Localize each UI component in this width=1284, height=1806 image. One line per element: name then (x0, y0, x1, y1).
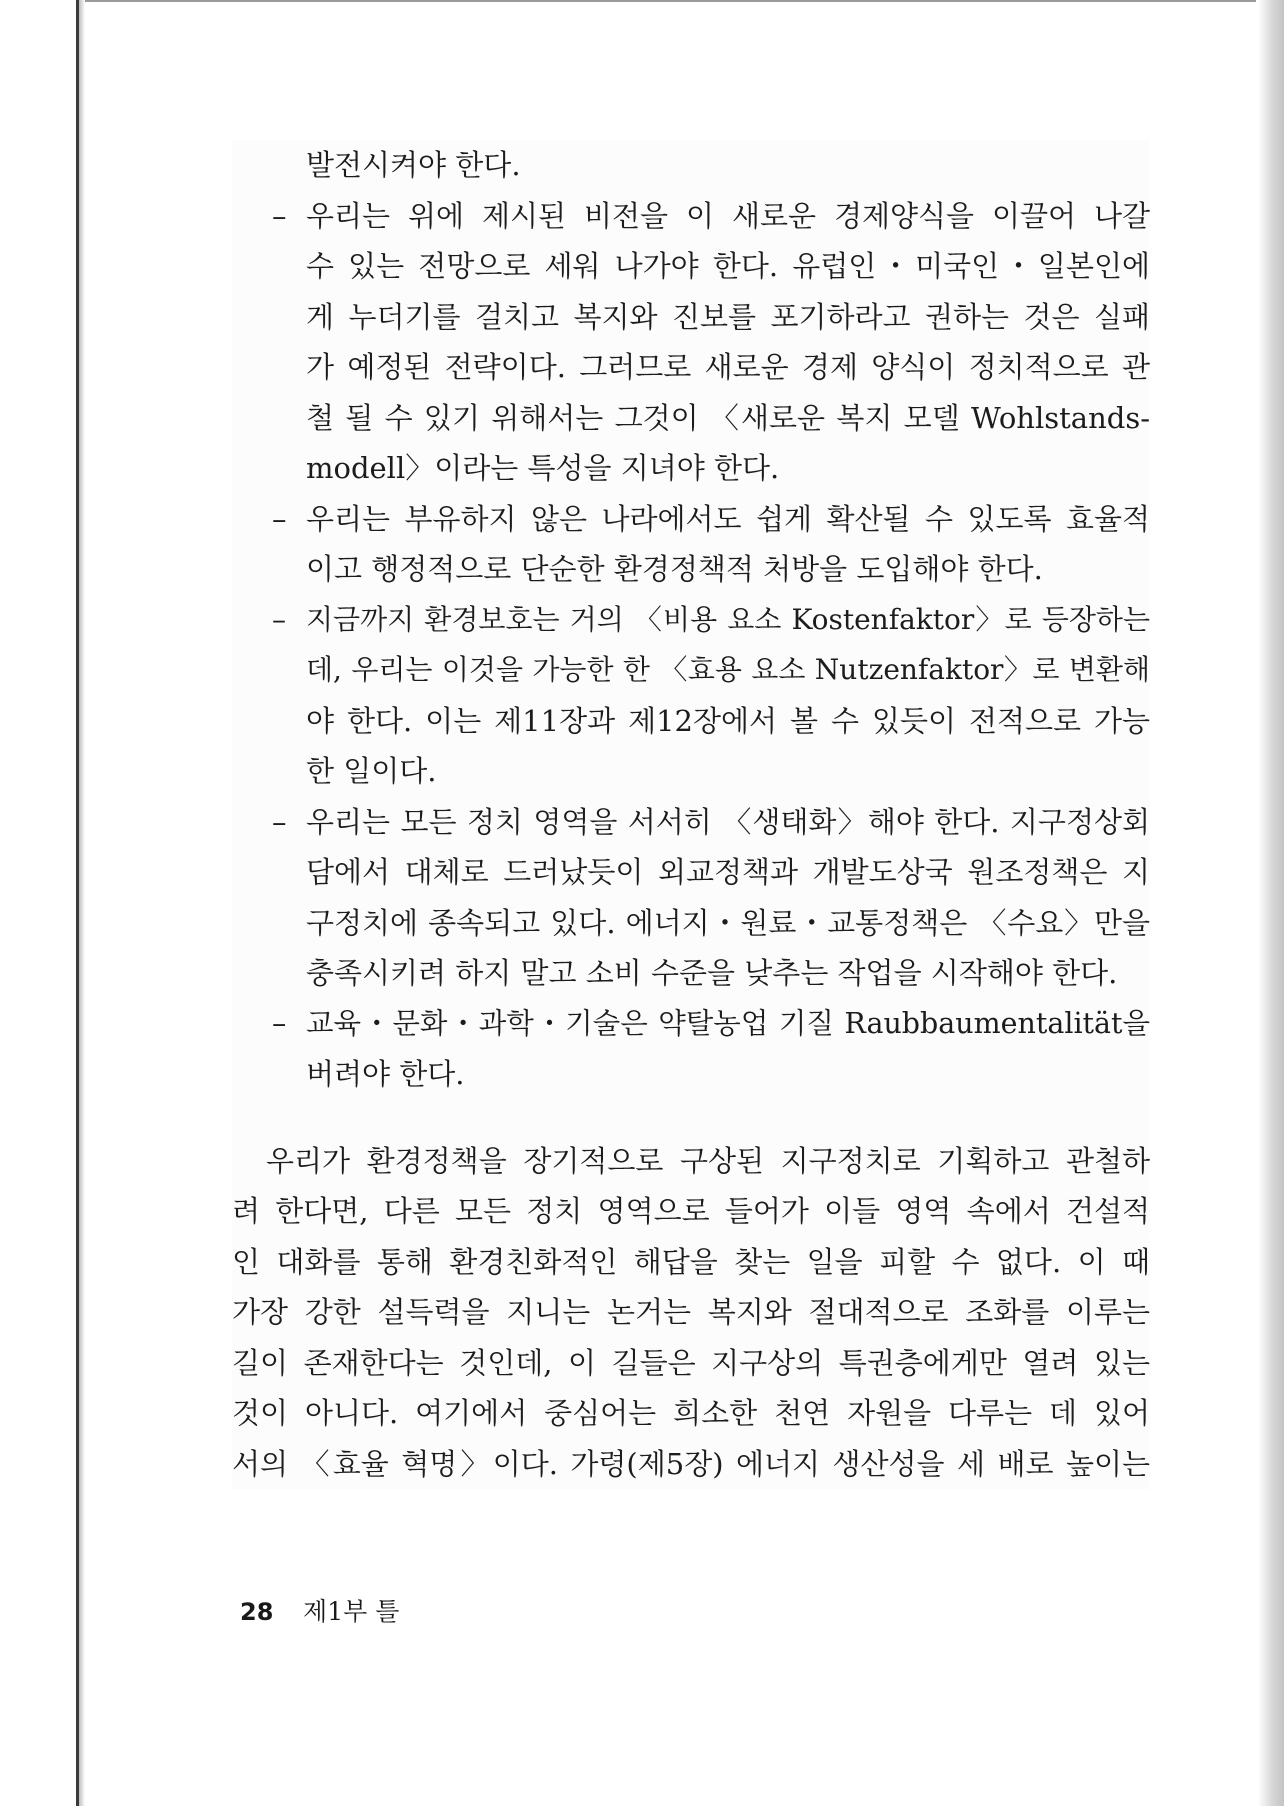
bullet-item-2-text-1: 우리는 부유하지 않은 나라에서도 쉽게 확산될 수 있도록 효율적 (306, 501, 1150, 536)
bullet-item-1-line-4: 가 예정된 전략이다. 그러므로 새로운 경제 양식이 정치적으로 관 (306, 350, 1150, 384)
paragraph-line-2: 려 한다면, 다른 모든 정치 영역으로 들어가 이들 영역 속에서 건설적 (232, 1194, 1150, 1228)
paragraph-gap (232, 1100, 1150, 1136)
bullet-item-3-line-3: 야 한다. 이는 제11장과 제12장에서 볼 수 있듯이 전적으로 가능 (306, 703, 1150, 738)
bullet-item-1-line-1 (232, 191, 1150, 242)
paragraph-line-3: 인 대화를 통해 환경친화적인 해답을 찾는 일을 피할 수 없다. 이 때 (232, 1244, 1150, 1279)
paragraph-line-4: 가장 강한 설득력을 지니는 논거는 복지와 절대적으로 조화를 이루는 (232, 1295, 1150, 1329)
bullet-item-3-line-1 (232, 595, 1150, 646)
bullet-item-4-line-1 (232, 797, 1150, 848)
bullet-item-4-text-1: 우리는 모든 정치 영역을 서서히 〈생태화〉해야 한다. 지구정상회 (306, 804, 1150, 839)
bullet-dash: – (272, 501, 287, 536)
bullet-item-4-line-4: 충족시키려 하지 말고 소비 수준을 낮추는 작업을 시작해야 한다. (306, 956, 1118, 990)
bullet-dash: – (272, 804, 287, 839)
paragraph-line-7: 서의 〈효율 혁명〉이다. 가령(제5장) 에너지 생산성을 세 배로 높이는 (232, 1446, 1150, 1481)
bullet-item-1-line-3: 게 누더기를 걸치고 복지와 진보를 포기하라고 권하는 것은 실패 (306, 299, 1150, 334)
bullet-item-3-line-4: 한 일이다. (306, 754, 437, 788)
bullet-dash: – (272, 198, 287, 233)
page-left-shadow (79, 0, 85, 1806)
bullet-item-1-line-2: 수 있는 전망으로 세워 나가야 한다. 유럽인・미국인・일본인에 (306, 249, 1150, 283)
bullet-item-5-line-1 (232, 999, 1150, 1050)
bullet-item-2-line-2: 이고 행정적으로 단순한 환경정책적 처방을 도입해야 한다. (306, 552, 1043, 586)
bullet-dash: – (272, 602, 286, 636)
bullet-item-4-line-3: 구정치에 종속되고 있다. 에너지・원료・교통정책은 〈수요〉만을 (306, 905, 1150, 940)
page-footer (240, 1592, 399, 1628)
page-right-shadow (1258, 0, 1284, 1806)
bullet-item-3-line-2: 데, 우리는 이것을 가능한 한 〈효용 요소 Nutzenfaktor〉로 변환해 (306, 653, 1150, 686)
page-top-edge (76, 0, 1256, 2)
bullet-item-3-text-1: 지금까지 환경보호는 거의 〈비용 요소 Kostenfaktor〉로 등장하는 (306, 602, 1150, 636)
continued-line: 발전시켜야 한다. (306, 148, 521, 182)
page-number: 28 (240, 1598, 274, 1626)
bullet-item-5-text-1: 교육・문화・과학・기술은 약탈농업 기질 Raubbaumentalität을 (306, 1006, 1150, 1040)
part-label: 제1부 틀 (303, 1597, 400, 1626)
bullet-item-1-text-1: 우리는 위에 제시된 비전을 이 새로운 경제양식을 이끌어 나갈 (306, 198, 1150, 233)
paragraph-line-1: 우리가 환경정책을 장기적으로 구상된 지구정치로 기획하고 관철하 (266, 1143, 1150, 1178)
bullet-item-1-line-6: modell〉이라는 특성을 지녀야 한다. (306, 451, 780, 485)
bullet-item-4-line-2: 담에서 대체로 드러났듯이 외교정책과 개발도상국 원조정책은 지 (306, 855, 1150, 889)
page-body (232, 140, 1150, 1489)
bullet-dash: – (272, 1006, 287, 1040)
bullet-item-2-line-1 (232, 494, 1150, 545)
bullet-item-1-line-5: 철 될 수 있기 위해서는 그것이 〈새로운 복지 모델 Wohlstands- (306, 400, 1150, 435)
paragraph-line-5: 길이 존재한다는 것인데, 이 길들은 지구상의 특권층에게만 열려 있는 (232, 1345, 1150, 1380)
paragraph-line-6: 것이 아니다. 여기에서 중심어는 희소한 천연 자원을 다루는 데 있어 (232, 1396, 1150, 1430)
bullet-item-5-line-2: 버려야 한다. (306, 1057, 465, 1091)
